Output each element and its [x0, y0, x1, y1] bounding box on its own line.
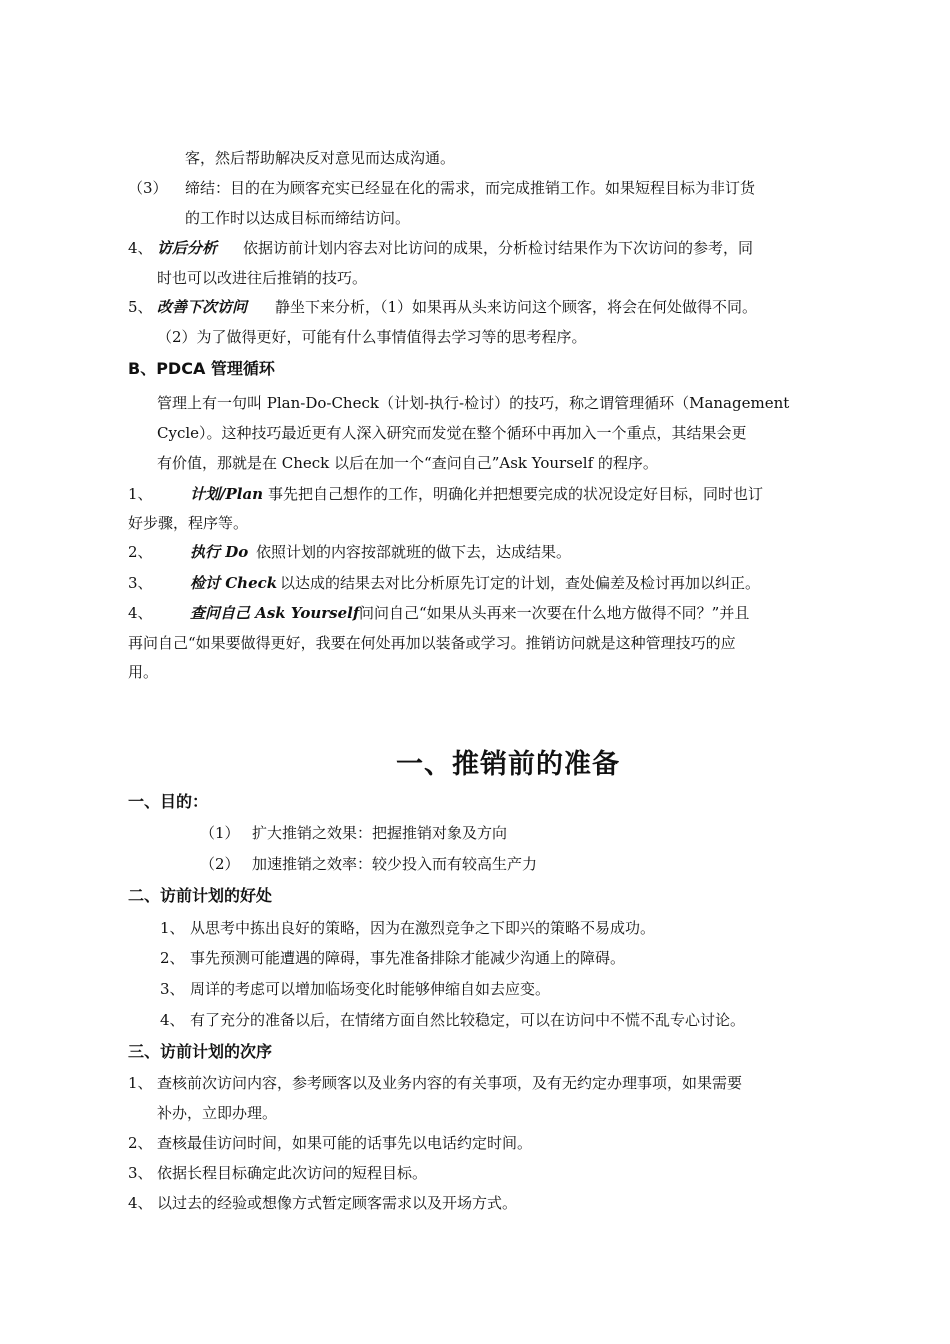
list-item-text: 扩大推销之效果：把握推销对象及方向: [252, 824, 508, 842]
list-item-text: 有了充分的准备以后，在情绪方面自然比较稳定，可以在访问中不慌不乱专心讨论。: [190, 1011, 746, 1029]
section-heading: 二、访前计划的好处: [128, 886, 273, 905]
list-item-text: 以达成的结果去对比分析原先订定的计划，查处偏差及检讨再加以纠正。: [280, 574, 761, 592]
paragraph-line: Cycle）。这种技巧最近更有人深入研究而发觉在整个循环中再加入一个重点，其结果会更: [157, 424, 747, 442]
list-item-number: 1、: [128, 1074, 153, 1092]
list-item-number: 2、: [128, 543, 153, 561]
list-item-text: 问问自己“如果从头再来一次要在什么地方做得不同？”并且: [359, 604, 750, 622]
list-item-number: 4、: [128, 604, 153, 622]
paragraph-line: 有价值，那就是在 Check 以后在加一个“查问自己”Ask Yourself 的程序。: [157, 454, 658, 472]
list-item-text: 好步骤，程序等。: [128, 514, 249, 532]
list-item-number: 1、: [128, 485, 153, 503]
list-item-text: 事先预测可能遭遇的障碍，事先准备排除才能减少沟通上的障碍。: [190, 949, 626, 967]
list-item-title: 检讨 Check: [190, 574, 278, 592]
list-item-title: 改善下次访问: [157, 298, 248, 316]
list-item-title: 查问自己 Ask Yourself: [190, 604, 360, 622]
paragraph-line: 管理上有一句叫 Plan-Do-Check（计划-执行-检讨）的技巧，称之谓管理循环（Management: [157, 394, 790, 412]
list-item-number: 1、: [160, 919, 185, 937]
list-item-text: 查核最佳访问时间，如果可能的话事先以电话约定时间。: [157, 1134, 533, 1152]
list-item-number: 3、: [128, 574, 153, 592]
list-item-text: 加速推销之效率：较少投入而有较高生产力: [252, 855, 538, 873]
list-item-number: 4、: [128, 239, 153, 257]
list-item-text: 缔结：目的在为顾客充实已经显在化的需求，而完成推销工作。如果短程目标为非订货: [185, 179, 756, 197]
list-item-number: 5、: [128, 298, 153, 316]
section-heading: 三、访前计划的次序: [128, 1042, 273, 1061]
list-item-title: 执行 Do: [190, 543, 249, 561]
list-item-text: 周详的考虑可以增加临场变化时能够伸缩自如去应变。: [190, 980, 551, 998]
list-item-number: （2）: [200, 855, 240, 873]
list-item-number: 2、: [128, 1134, 153, 1152]
section-heading: B、PDCA 管理循环: [128, 359, 275, 378]
list-item-text: 依据访前计划内容去对比访问的成果，分析检讨结果作为下次访问的参考，同: [243, 239, 754, 257]
list-item-number: 2、: [160, 949, 185, 967]
list-item-text: 事先把自己想作的工作，明确化并把想要完成的状况设定好目标，同时也订: [268, 485, 764, 503]
list-item-text: （2）为了做得更好，可能有什么事情值得去学习等的思考程序。: [157, 328, 587, 346]
section-heading: 一、目的：: [128, 792, 209, 811]
continuation-line: 客，然后帮助解决反对意见而达成沟通。: [185, 149, 456, 167]
list-item-title: 访后分析: [157, 239, 218, 257]
chapter-title: 一、推销前的准备: [396, 749, 620, 780]
list-item-number: 4、: [160, 1011, 185, 1029]
list-item-text: 以过去的经验或想像方式暂定顾客需求以及开场方式。: [157, 1194, 518, 1212]
list-item-text: 补办，立即办理。: [157, 1104, 278, 1122]
list-item-number: 3、: [160, 980, 185, 998]
list-item-number: （3）: [128, 179, 168, 197]
list-item-number: 4、: [128, 1194, 153, 1212]
list-item-title: 计划/Plan: [190, 485, 264, 503]
list-item-text: 再问自己“如果要做得更好，我要在何处再加以装备或学习。推销访问就是这种管理技巧的应: [128, 634, 736, 652]
list-item-text: 时也可以改进往后推销的技巧。: [157, 269, 368, 287]
list-item-text: 从思考中拣出良好的策略，因为在激烈竞争之下即兴的策略不易成功。: [190, 919, 656, 937]
list-item-text: 查核前次访问内容，参考顾客以及业务内容的有关事项，及有无约定办理事项，如果需要: [157, 1074, 743, 1092]
list-item-text: 的工作时以达成目标而缔结访问。: [185, 209, 411, 227]
list-item-text: 依据长程目标确定此次访问的短程目标。: [157, 1164, 428, 1182]
list-item-text: 依照计划的内容按部就班的做下去，达成结果。: [256, 543, 572, 561]
list-item-text: 静坐下来分析，（1）如果再从头来访问这个顾客，将会在何处做得不同。: [275, 298, 758, 316]
list-item-text: 用。: [128, 663, 159, 681]
list-item-number: 3、: [128, 1164, 153, 1182]
list-item-number: （1）: [200, 824, 240, 842]
